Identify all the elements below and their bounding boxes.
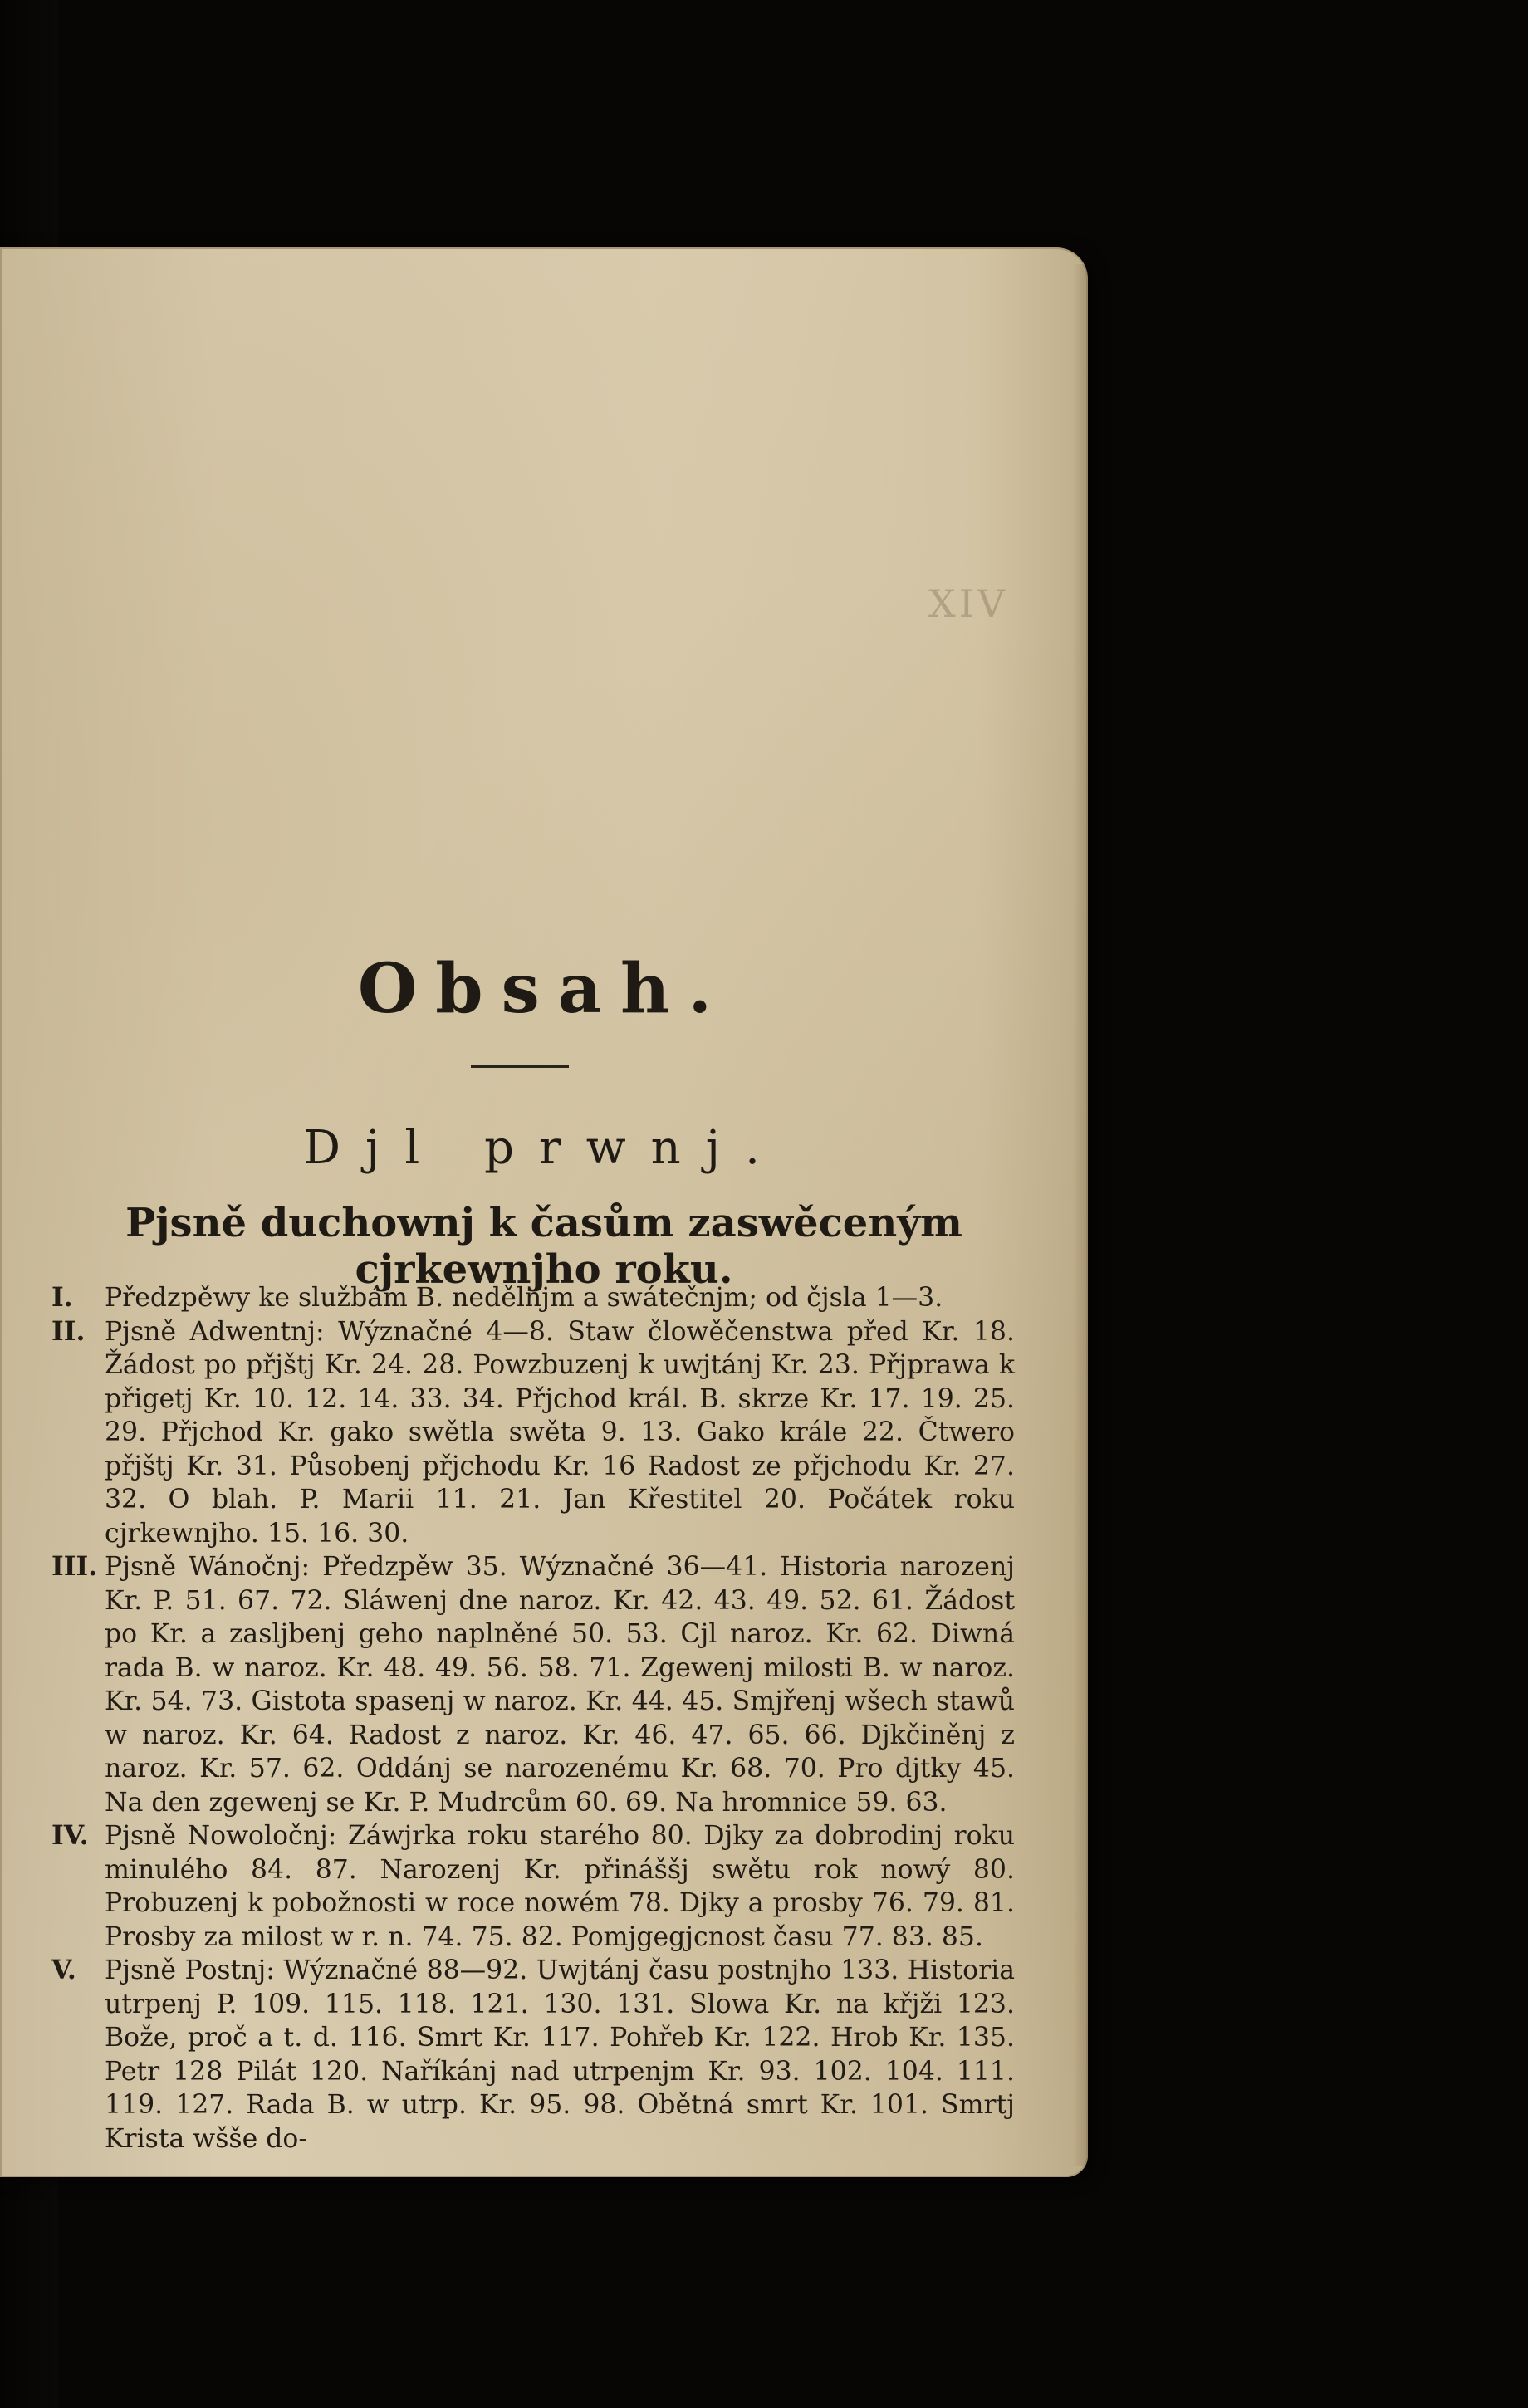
book-page xyxy=(0,247,1088,2177)
toc-entry xyxy=(51,1954,1015,2156)
section-title: Pjsně duchownj k časům zaswěceným cjrkewnjho roku. xyxy=(125,1200,962,1293)
page-title: Obsah. xyxy=(357,949,731,1029)
toc-entry xyxy=(51,1281,1015,1315)
toc-entry-number: II. xyxy=(51,1315,86,1347)
toc-entry xyxy=(51,1550,1015,1819)
title-divider xyxy=(471,1065,569,1068)
toc-entry-text: Pjsně Adwentnj: Wýznačné 4—8. Staw člowěčenstwa před Kr. 18. Žádost po přjštj Kr. 24. 28. Powzbuzenj k uwjtánj Kr. 23. Přjprawa k přigetj Kr. 10. 12. 14. 33. 34. Přjchod král. B. skrze Kr. 17. 19. 25. 29. Přjchod Kr. gako swětla swěta 9. 13. Gako krále 22. Čtwero přjštj Kr. 31. Působenj přjchodu Kr. 16 Radost ze přjchodu Kr. 27. 32. O blah. P. Marii 11. 21. Jan Křestitel 20. Počátek roku cjrkewnjho. 15. 16. 30. xyxy=(105,1316,1015,1549)
table-of-contents xyxy=(51,1281,1015,2156)
toc-entry-text: Pjsně Wánočnj: Předzpěw 35. Wýznačné 36—41. Historia narozenj Kr. P. 51. 67. 72. Sláwenj dne naroz. Kr. 42. 43. 49. 52. 61. Žádost po Kr. a zasljbenj geho naplněné 50. 53. Cjl naroz. Kr. 62. Diwná rada B. w naroz. Kr. 48. 49. 56. 58. 71. Zgewenj milosti B. w naroz. Kr. 54. 73. Gistota spasenj w naroz. Kr. 44. 45. Smjřenj wšech stawů w naroz. Kr. 64. Radost z naroz. Kr. 46. 47. 65. 66. Djkčiněnj z naroz. Kr. 57. 62. Oddánj se narozenému Kr. 68. 70. Pro djtky 45. Na den zgewenj se Kr. P. Mudrcům 60. 69. Na hromnice 59. 63. xyxy=(105,1552,1015,1818)
toc-entry-number: V. xyxy=(51,1955,76,1985)
toc-entry-number: III. xyxy=(51,1551,98,1582)
toc-entry xyxy=(51,1315,1015,1551)
toc-entry-number: I. xyxy=(51,1282,73,1313)
toc-entry-text: Pjsně Nowoločnj: Záwjrka roku starého 80. Djky za dobrodinj roku minulého 84. 87. Narozenj Kr. přináššj swětu rok nowý 80. Probuzenj k pobožnosti w roce nowém 78. Djky a prosby 76. 79. 81. Prosby za milost w r. n. 74. 75. 82. Pomjgegjcnost času 77. 83. 85. xyxy=(105,1821,1015,1952)
toc-entry-number: IV. xyxy=(51,1820,89,1851)
faded-page-number: XIV xyxy=(928,581,1009,626)
toc-entry xyxy=(51,1819,1015,1954)
toc-entry-text: Předzpěwy ke službám B. nedělnjm a swátečnjm; od čjsla 1—3. xyxy=(105,1283,943,1313)
toc-entry-text: Pjsně Postnj: Wýznačné 88—92. Uwjtánj času postnjho 133. Historia utrpenj P. 109. 115. 118. 121. 130. 131. Slowa Kr. na křjži 123. Bože, proč a t. d. 116. Smrt Kr. 117. Pohřeb Kr. 122. Hrob Kr. 135. Petr 128 Pilát 120. Naříkánj nad utrpenjm Kr. 93. 102. 104. 111. 119. 127. Rada B. w utrp. Kr. 95. 98. Obětná smrt Kr. 101. Smrtj Krista wšše do- xyxy=(105,1955,1015,2154)
part-title: Djl prwnj. xyxy=(303,1121,785,1175)
